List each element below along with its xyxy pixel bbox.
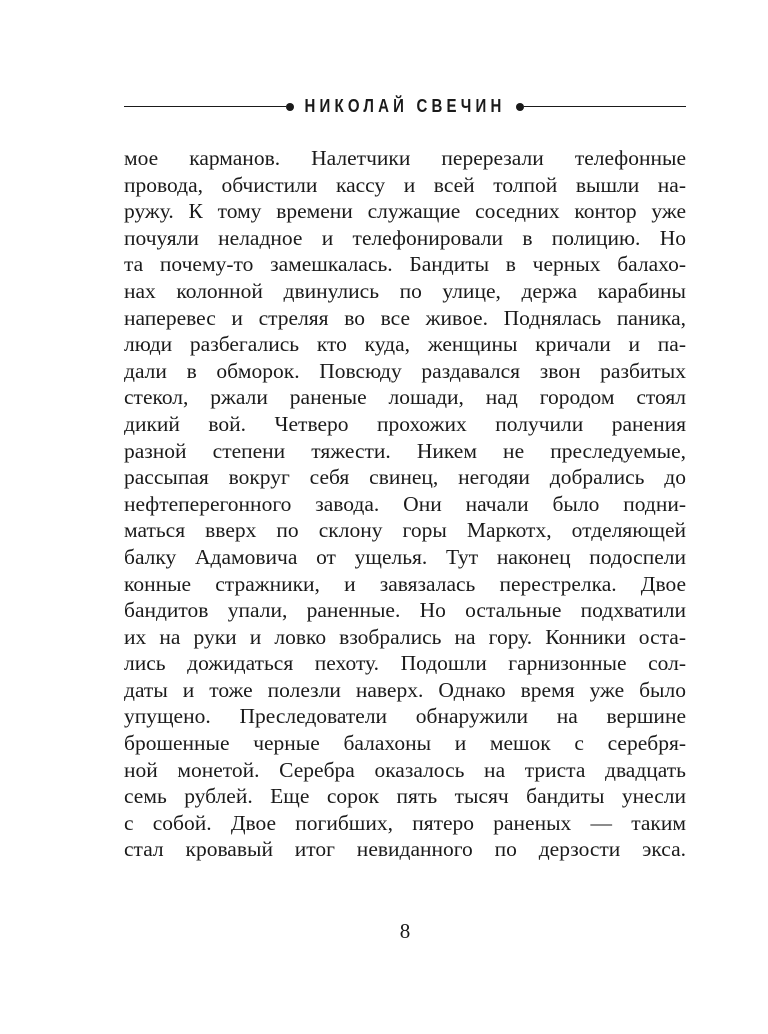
- text-line: брошенные черные балахоны и мешок с серебря-: [124, 731, 686, 756]
- text-line: их на руки и ловко взобрались на гору. Конники оста-: [124, 624, 686, 649]
- text-line: бандитов упали, раненные. Но остальные подхватили: [124, 598, 686, 623]
- text-line: нефтеперегонного завода. Они начали было подни-: [124, 491, 686, 516]
- text-line: та почему-то замешкалась. Бандиты в черных балахо-: [124, 252, 686, 277]
- text-line: ной монетой. Серебра оказалось на триста двадцать: [124, 757, 686, 782]
- body-text: [124, 145, 686, 863]
- text-line: мое карманов. Налетчики перерезали телефонные: [124, 146, 686, 170]
- text-line: почуяли неладное и телефонировали в полицию. Но: [124, 225, 686, 250]
- text-line: нах колонной двинулись по улице, держа карабины: [124, 278, 686, 303]
- text-line: даты и тоже полезли наверх. Однако время уже было: [124, 677, 686, 702]
- text-line: ружу. К тому времени служащие соседних контор уже: [124, 199, 686, 224]
- text-line: провода, обчистили кассу и всей толпой вышли на-: [124, 172, 686, 197]
- text-line: семь рублей. Еще сорок пять тысяч бандиты унесли: [124, 784, 686, 809]
- text-line: конные стражники, и завязалась перестрелка. Двое: [124, 571, 686, 596]
- running-header: [124, 96, 686, 118]
- text-line: люди разбегались кто куда, женщины кричали и па-: [124, 332, 686, 357]
- header-rule-left: [124, 106, 286, 107]
- header-rule-right: [524, 106, 686, 107]
- text-line: дикий вой. Четверо прохожих получили ранения: [124, 411, 686, 436]
- text-line: стал кровавый итог невиданного по дерзости экса.: [124, 837, 686, 862]
- page-number: 8: [399, 919, 411, 943]
- text-line: стекол, ржали раненые лошади, над городом стоял: [124, 385, 686, 410]
- text-line: с собой. Двое погибших, пятеро раненых — таким: [124, 810, 686, 835]
- text-line: лись дожидаться пехоту. Подошли гарнизонные сол-: [124, 651, 686, 676]
- author-name: НИКОЛАЙ СВЕЧИН: [304, 95, 506, 117]
- text-line: рассыпая вокруг себя свинец, негодяи добрались до: [124, 465, 686, 490]
- text-line: разной степени тяжести. Никем не преследуемые,: [124, 438, 686, 463]
- text-line: дали в обморок. Повсюду раздавался звон разбитых: [124, 358, 686, 383]
- bullet-dot-icon: [516, 103, 524, 111]
- text-line: маться вверх по склону горы Маркотх, отделяющей: [124, 518, 686, 543]
- text-line: наперевес и стреляя во все живое. Поднялась паника,: [124, 305, 686, 330]
- bullet-dot-icon: [286, 103, 294, 111]
- text-line: балку Адамовича от ущелья. Тут наконец подоспели: [124, 544, 686, 569]
- text-line: упущено. Преследователи обнаружили на вершине: [124, 704, 686, 729]
